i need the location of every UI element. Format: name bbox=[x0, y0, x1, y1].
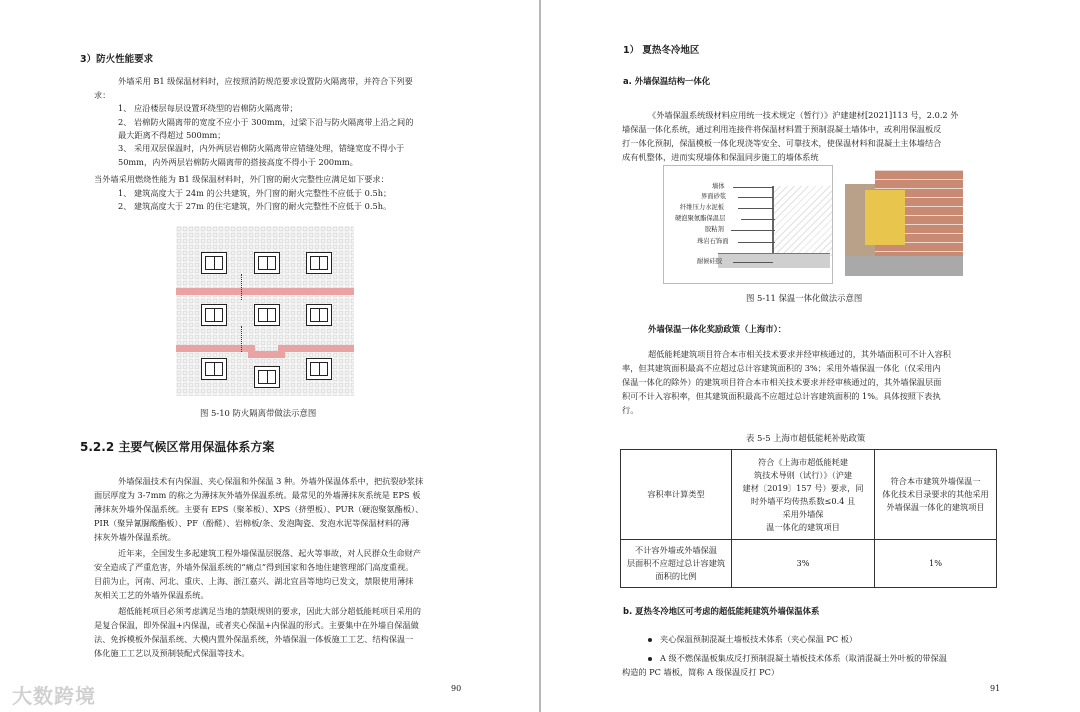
window-symbol bbox=[201, 358, 227, 380]
leader-line bbox=[738, 197, 773, 198]
list-item: A 级不燃保温板集成反打预制混凝土墙板技术体系（取消混凝土外叶板的带保温 bbox=[660, 653, 947, 663]
paragraph-line: 外墙保温技术有内保温、夹心保温和外保温 3 种。外墙外保温体系中，把抗裂砂浆抹 bbox=[118, 476, 424, 486]
paragraph-line: 成有机整体，进而实现墙体和保温同步施工的墙体系统 bbox=[622, 152, 819, 162]
table-cell: 容积率计算类型 bbox=[621, 450, 732, 540]
table-cell: 符合《上海市超低能耗建 筑技术导则（试行）》（沪建 建材〔2019〕157 号）要求，同 时外墙平均传热系数≤0.4 且 采用外墙保 温一体化的建筑项目 bbox=[732, 450, 875, 540]
paragraph-line: 当外墙采用燃烧性能为 B1 级保温材料时，外门窗的耐火完整性应满足如下要求： bbox=[94, 174, 389, 184]
figure-label: 界面砂浆 bbox=[701, 193, 727, 200]
list-item: 1、 建筑高度大于 24m 的公共建筑，外门窗的耐火完整性不应低于 0.5h； bbox=[118, 188, 392, 198]
figure-label: 胶粘剂 bbox=[705, 226, 724, 233]
table-cell: 1% bbox=[875, 540, 997, 588]
table-title: 表 5-5 上海市超低能耗补贴政策 bbox=[746, 433, 866, 443]
bullet-icon bbox=[648, 638, 652, 642]
leader-line bbox=[741, 219, 775, 220]
figure-label: 硬泡聚氨酯保温层 bbox=[675, 215, 726, 222]
subsidy-policy-table bbox=[620, 449, 997, 588]
watermark-logo: 大数跨境 bbox=[12, 684, 96, 708]
figure-caption: 图 5-11 保温一体化做法示意图 bbox=[746, 293, 863, 303]
figure-caption: 图 5-10 防火隔离带做法示意图 bbox=[200, 408, 317, 418]
page-number: 90 bbox=[451, 684, 462, 693]
paragraph-line: PIR（聚异氰脲酸酯板）、PF（酚醛）、岩棉板/条、发泡陶瓷、发泡水泥等保温材料的薄 bbox=[94, 518, 410, 528]
paragraph-line: 灰相关工艺的外墙外保温系统。 bbox=[94, 590, 209, 600]
list-item: 构造的 PC 墙板，简称 A 级保温反打 PC） bbox=[622, 667, 780, 677]
dimension-line bbox=[241, 326, 242, 352]
paragraph-line: 超低能耗项目必须考虑满足当地的禁限规则的要求，因此大部分超低能耗项目采用的 bbox=[118, 606, 421, 616]
list-item: 1、 应沿楼层每层设置环绕型的岩棉防火隔离带； bbox=[118, 103, 298, 113]
window-symbol bbox=[306, 358, 332, 380]
figure-label: 纤维压力水泥板 bbox=[680, 204, 725, 211]
paragraph-line: 目前为止，河南、河北、重庆、上海、浙江嘉兴、湖北宜昌等地均已发文，禁限使用薄抹 bbox=[94, 576, 414, 586]
table-cell: 不计容外墙或外墙保温 层面积不应超过总计容建筑 面积的比例 bbox=[621, 540, 732, 588]
wall-layers-hatch bbox=[772, 186, 832, 256]
window-symbol bbox=[254, 366, 280, 388]
fire-barrier-band bbox=[278, 345, 354, 352]
paragraph-line: 墙保温一体化系统，通过利用连接件将保温材料置于预制混凝土墙体中，或利用保温板反 bbox=[622, 124, 942, 134]
subsection-b: b. 夏热冬冷地区可考虑的超低能耗建筑外墙保温体系 bbox=[623, 606, 820, 616]
paragraph-line: 求： bbox=[94, 90, 111, 100]
fire-barrier-band bbox=[176, 345, 254, 352]
paragraph-line: 外墙采用 B1 级保温材料时，应按照消防规范要求设置防火隔离带，并符合下列要 bbox=[118, 76, 413, 86]
table-row bbox=[621, 450, 997, 540]
figure-label: 珠岩石饰面 bbox=[697, 238, 729, 245]
wall-base bbox=[718, 253, 830, 268]
paragraph-line: 积可不计入容积率，但其建筑面积最高不应超过总计容建筑面积的 1%。具体按照下表执 bbox=[622, 391, 941, 401]
window-symbol bbox=[254, 252, 280, 274]
section-title-522: 5.2.2 主要气候区常用保温体系方案 bbox=[80, 440, 275, 454]
paragraph-line: 是复合保温，即外保温+内保温，或者夹心保温+内保温的形式。主要集中在外墙自保温做 bbox=[94, 620, 419, 630]
leader-line bbox=[731, 230, 775, 231]
subsection-a: a. 外墙保温结构一体化 bbox=[623, 76, 711, 86]
table-cell: 符合本市建筑外墙保温一 体化技术目录要求的其他采用 外墙保温一体化的建筑项目 bbox=[875, 450, 997, 540]
list-item: 50mm，内外两层岩棉防火隔离带的搭接高度不得小于 200mm。 bbox=[118, 157, 358, 167]
section-title-hot-summer: 1） 夏热冬冷地区 bbox=[623, 45, 700, 56]
paragraph-line: 安全造成了严重危害，外墙外保温系统的“痛点”得到国家和各地住建管理部门高度重视。 bbox=[94, 562, 414, 572]
figure-label: 墙体 bbox=[712, 183, 725, 190]
list-item: 最大距离不得超过 500mm； bbox=[118, 130, 226, 140]
table-cell: 3% bbox=[732, 540, 875, 588]
bullet-icon bbox=[648, 657, 652, 661]
window-symbol bbox=[201, 304, 227, 326]
leader-line bbox=[738, 208, 774, 209]
page-number: 91 bbox=[990, 684, 1001, 693]
model-base bbox=[845, 256, 963, 276]
paragraph-line: 行。 bbox=[622, 405, 639, 415]
paragraph-line: 《外墙保温系统级材料应用统一技术规定（暂行）》沪建建材[2021]113 号，2.0.2 外 bbox=[648, 110, 959, 120]
list-item: 3、 采用双层保温时，内外两层岩棉防火隔离带应错缝处理，错缝宽度不得小于 bbox=[118, 143, 405, 153]
window-symbol bbox=[306, 304, 332, 326]
fire-barrier-diagram bbox=[176, 226, 354, 396]
paragraph-line: 打一体化预制，保温模板一体化现浇等安全、可靠技术，使保温材料和混凝土主体墙结合 bbox=[622, 138, 942, 148]
list-item: 2、 岩棉防火隔离带的宽度不应小于 300mm，过梁下沿与防火隔离带上沿之间的 bbox=[118, 117, 414, 127]
policy-title: 外墙保温一体化奖励政策（上海市）： bbox=[648, 324, 787, 334]
window-symbol bbox=[254, 304, 280, 326]
section-title-fire: 3）防火性能要求 bbox=[80, 54, 154, 65]
leader-line bbox=[733, 187, 773, 188]
paragraph-line: 保温一体化的除外）的建筑项目符合本市相关技术要求并经审核通过的，其外墙保温层面 bbox=[622, 377, 942, 387]
figure-label: 耐候硅胶 bbox=[697, 258, 723, 265]
dimension-line bbox=[241, 274, 242, 300]
paragraph-line: 近年来，全国发生多起建筑工程外墙保温层脱落、起火等事故，对人民群众生命财产 bbox=[118, 548, 421, 558]
leader-line bbox=[738, 242, 775, 243]
paragraph-line: 面层厚度为 3-7mm 的称之为薄抹灰外墙外保温系统。最常见的外墙薄抹灰系统是 EPS 板 bbox=[94, 490, 421, 500]
paragraph-line: 体化施工工艺以及预制装配式保温等技术。 bbox=[94, 648, 250, 658]
paragraph-line: 法、免拆模板外保温系统、大模内置外保温系统，外墙保温一体板施工工艺、结构保温一 bbox=[94, 634, 414, 644]
fire-barrier-band bbox=[176, 288, 354, 295]
leader-line bbox=[733, 262, 773, 263]
paragraph-line: 薄抹灰外墙外保温系统。主要有 EPS（聚苯板）、XPS（挤塑板）、PUR（硬泡聚氨酯板）、 bbox=[94, 504, 424, 514]
paragraph-line: 抹灰外墙外保温系统。 bbox=[94, 532, 176, 542]
wall-3d-model-image bbox=[845, 170, 963, 280]
table-row bbox=[621, 540, 997, 588]
paragraph-line: 超低能耗建筑项目符合本市相关技术要求并经审核通过的，其外墙面积可不计入容积 bbox=[648, 349, 951, 359]
list-item: 2、 建筑高度大于 27m 的住宅建筑，外门窗的耐火完整性不应低于 0.5h。 bbox=[118, 201, 392, 211]
window-symbol bbox=[306, 252, 332, 274]
model-insulation bbox=[865, 190, 905, 245]
list-item: 夹心保温预制混凝土墙板技术体系（夹心保温 PC 板） bbox=[660, 634, 858, 644]
window-symbol bbox=[201, 252, 227, 274]
left-page bbox=[0, 0, 539, 712]
paragraph-line: 率，但其建筑面积最高不应超过总计容建筑面积的 3%；采用外墙保温一体化（仅采用内 bbox=[622, 363, 941, 373]
